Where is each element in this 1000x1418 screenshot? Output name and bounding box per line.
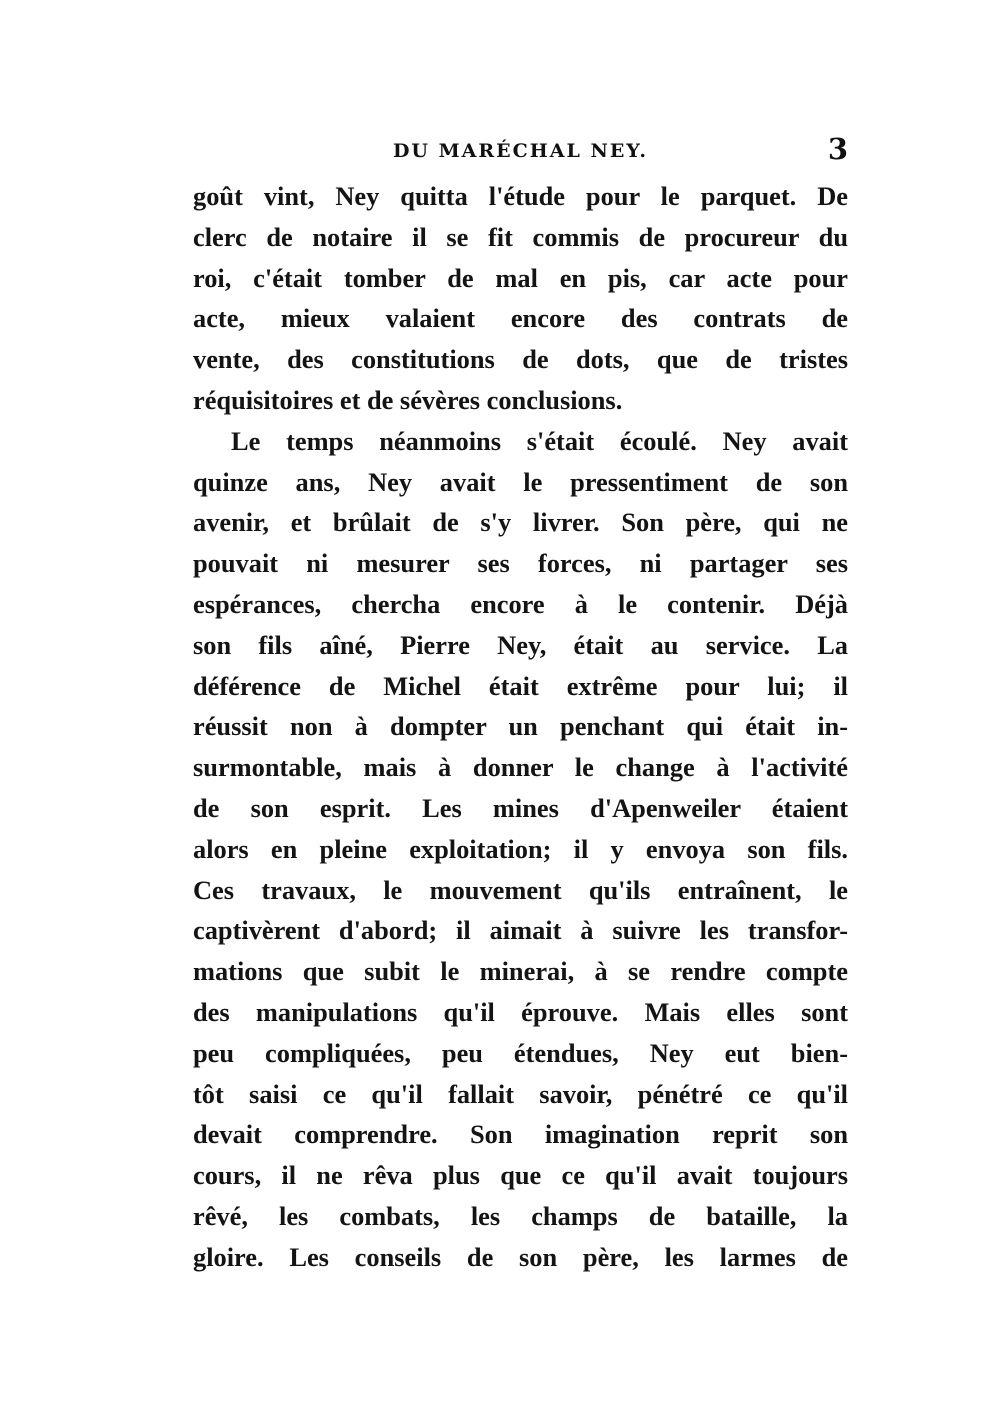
text-line: alors en pleine exploitation; il y envoya son fils. — [193, 833, 848, 864]
text-line: réquisitoires et de sévères conclusions. — [193, 384, 623, 415]
text-line: quinze ans, Ney avait le pressentiment de son — [193, 466, 848, 497]
text-line: vente, des constitutions de dots, que de tristes — [193, 344, 848, 375]
text-line: pouvait ni mesurer ses forces, ni partager ses — [193, 548, 848, 579]
text-line: avenir, et brûlait de s'y livrer. Son père, qui ne — [193, 507, 848, 538]
paragraph — [193, 421, 848, 1278]
text-line: déférence de Michel était extrême pour lui; il — [193, 670, 848, 701]
running-title: DU MARÉCHAL NEY. — [392, 140, 649, 162]
text-line: clerc de notaire il se fit commis de procureur du — [193, 221, 848, 252]
text-line: mations que subit le minerai, à se rendre compte — [193, 956, 848, 987]
text-line: de son esprit. Les mines d'Apenweiler étaient — [193, 792, 848, 823]
text-line: rêvé, les combats, les champs de bataille, la — [193, 1200, 848, 1231]
text-line: gloire. Les conseils de son père, les larmes de — [193, 1241, 848, 1272]
text-line: Le temps néanmoins s'était écoulé. Ney avait — [231, 425, 848, 456]
text-line: réussit non à dompter un penchant qui était in- — [193, 711, 848, 742]
text-line: roi, c'était tomber de mal en pis, car acte pour — [193, 262, 848, 293]
body-text — [193, 176, 848, 1278]
page-header — [193, 132, 848, 168]
text-line: tôt saisi ce qu'il fallait savoir, pénétré ce qu'il — [193, 1078, 848, 1109]
text-line: devait comprendre. Son imagination reprit son — [193, 1119, 848, 1150]
text-line: Ces travaux, le mouvement qu'ils entraînent, le — [193, 874, 848, 905]
paragraph — [193, 176, 848, 421]
text-line: goût vint, Ney quitta l'étude pour le parquet. De — [193, 181, 848, 211]
text-line: acte, mieux valaient encore des contrats de — [193, 303, 848, 334]
text-line: des manipulations qu'il éprouve. Mais elles sont — [193, 996, 848, 1027]
text-line: espérances, chercha encore à le contenir. Déjà — [193, 588, 848, 619]
page-number: 3 — [827, 132, 848, 166]
text-line: surmontable, mais à donner le change à l'activité — [193, 752, 848, 783]
text-line: cours, il ne rêva plus que ce qu'il avait toujours — [193, 1160, 848, 1191]
text-line: son fils aîné, Pierre Ney, était au service. La — [193, 629, 848, 660]
text-line: captivèrent d'abord; il aimait à suivre les transfor- — [193, 915, 848, 946]
text-line: peu compliquées, peu étendues, Ney eut bien- — [193, 1037, 848, 1068]
